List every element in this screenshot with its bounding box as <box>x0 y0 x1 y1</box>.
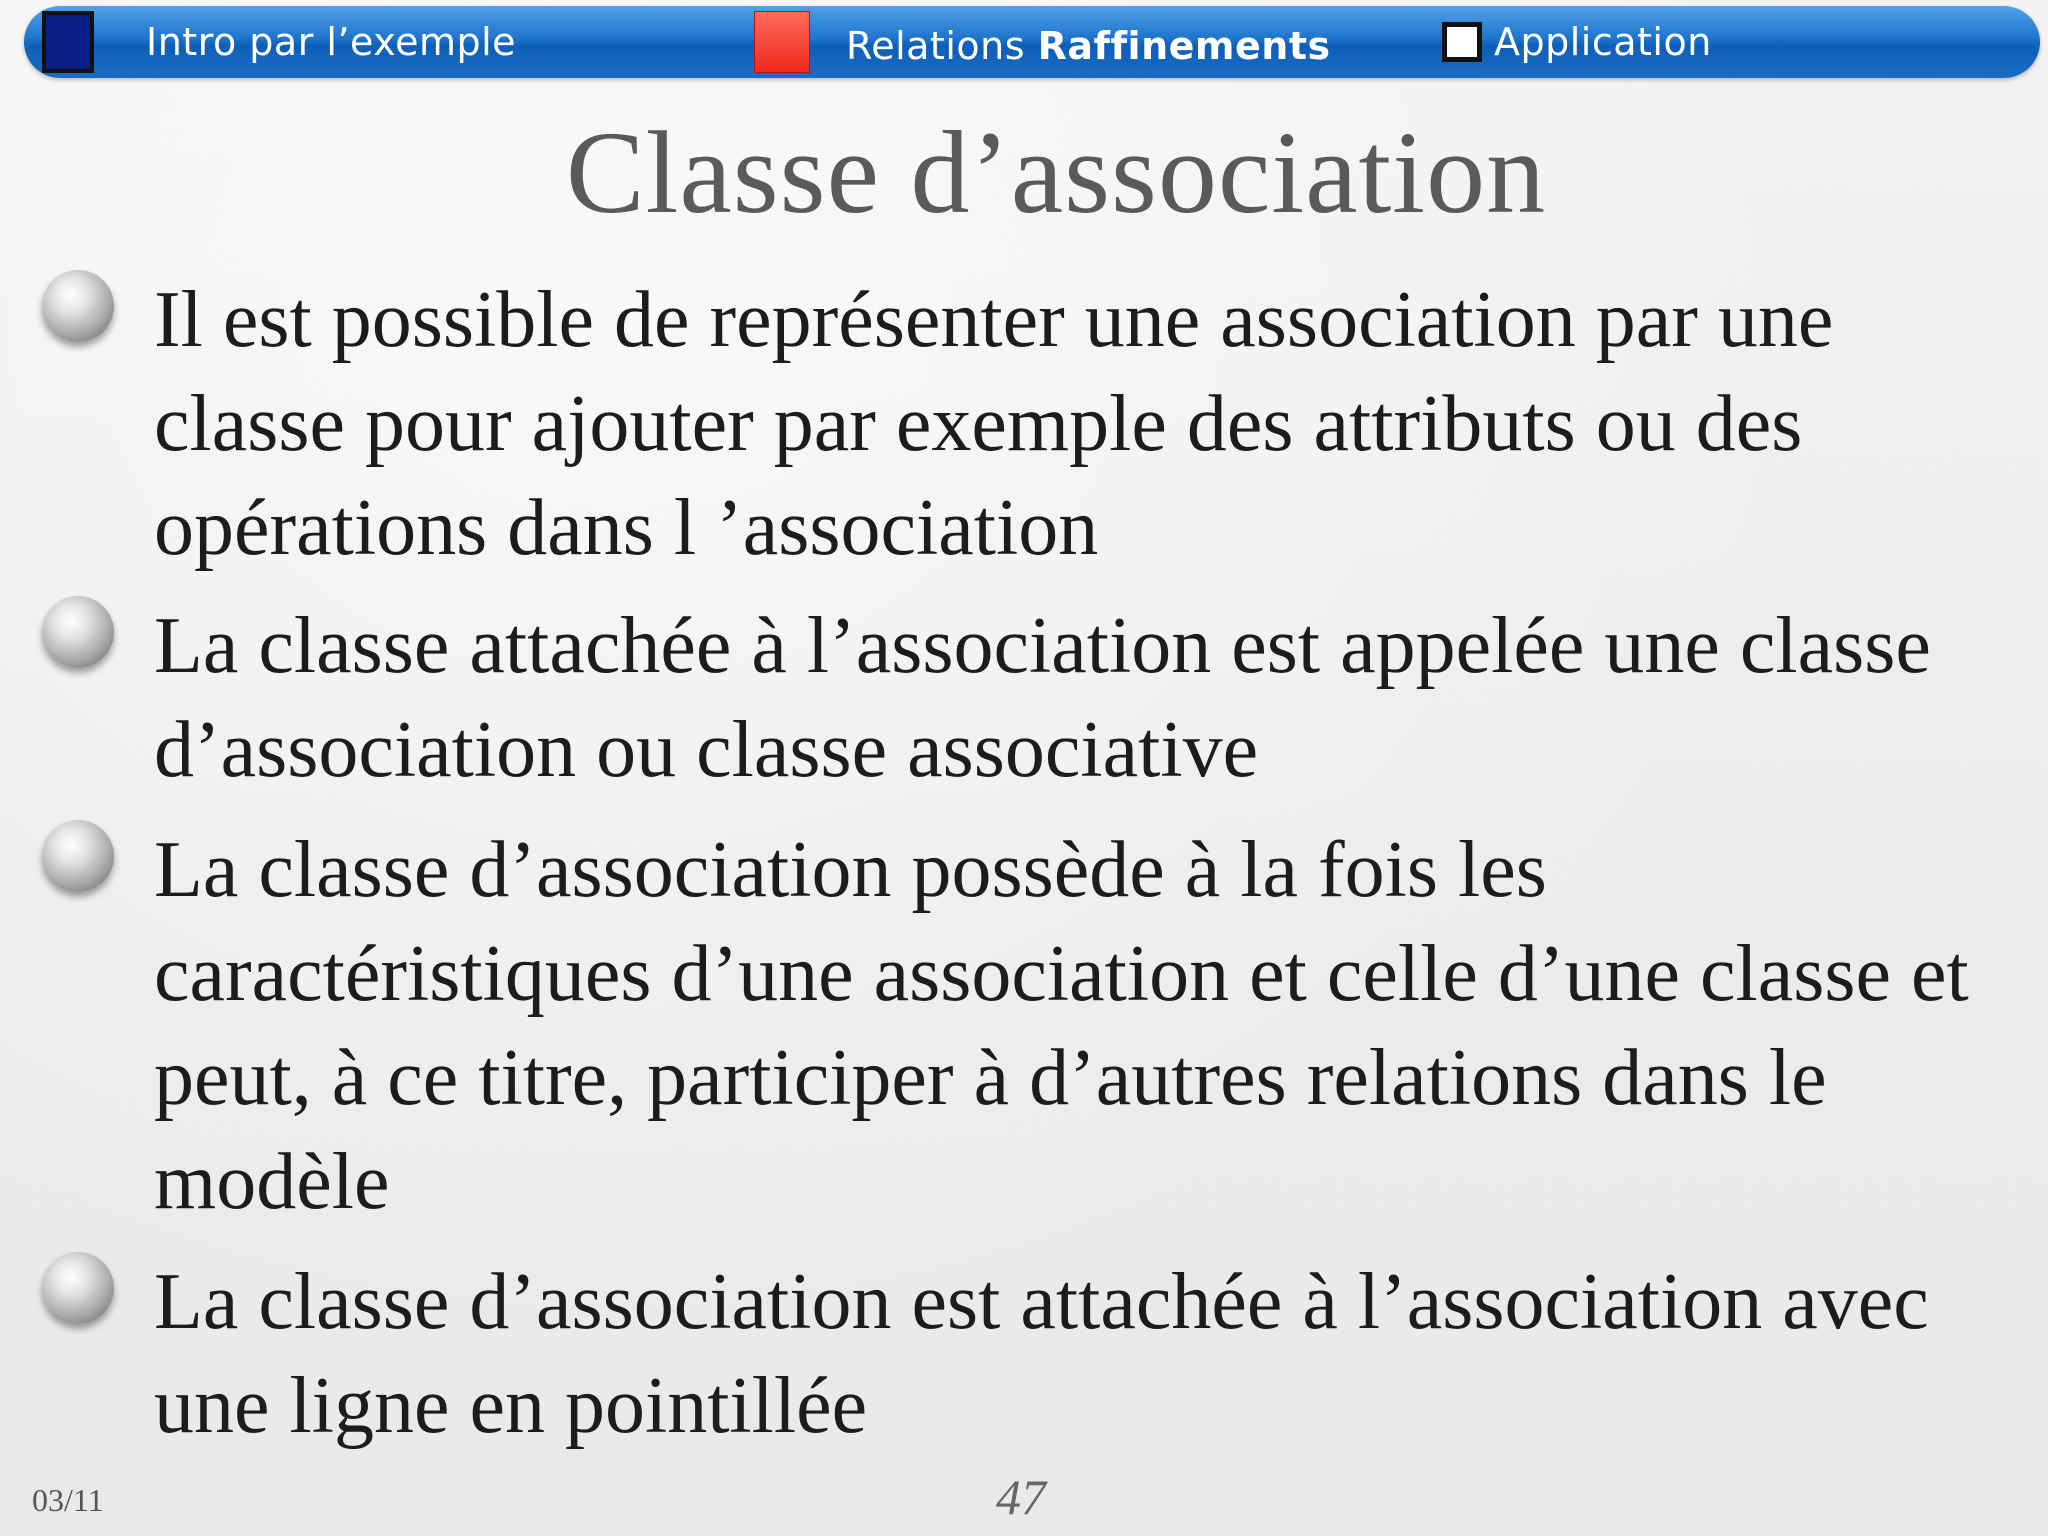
navigation-bar <box>24 6 2040 78</box>
nav-label-raffinements: Raffinements <box>1037 24 1331 68</box>
bullet-text: La classe attachée à l’association est appelée une classe d’association ou classe associative <box>154 602 1931 794</box>
bullet-ball-icon <box>42 820 114 892</box>
bullet-text: La classe d’association est attachée à l’association avec une ligne en pointillée <box>154 1258 1929 1450</box>
nav-label-intro: Intro par l’exemple <box>146 20 517 64</box>
section-todo-marker-icon <box>1442 22 1482 62</box>
nav-label-relations-plain: Relations <box>846 24 1038 68</box>
nav-section-relations[interactable] <box>754 6 1331 78</box>
bullet-text: Il est possible de représenter une association par une classe pour ajouter par exemple des attributs ou des opérations dans l ’association <box>154 276 1834 572</box>
page-number: 47 <box>996 1469 1046 1525</box>
section-current-marker-icon <box>754 11 810 73</box>
bullet-ball-icon <box>42 596 114 668</box>
nav-label-relations <box>846 24 1331 68</box>
bullet-ball-icon <box>42 1252 114 1324</box>
bullet-text: La classe d’association possède à la fois les caractéristiques d’une association et celle d’une classe et peut, à ce titre, participer à d’autres relations dans le modèle <box>154 826 1969 1226</box>
section-done-marker-icon <box>42 11 94 73</box>
bullet-ball-icon <box>42 270 114 342</box>
nav-section-intro[interactable] <box>42 6 516 78</box>
nav-label-application: Application <box>1494 20 1712 64</box>
slide-title: Classe d’association <box>565 107 1547 238</box>
nav-section-application[interactable] <box>1442 6 1712 78</box>
footer-date: 03/11 <box>32 1482 104 1518</box>
